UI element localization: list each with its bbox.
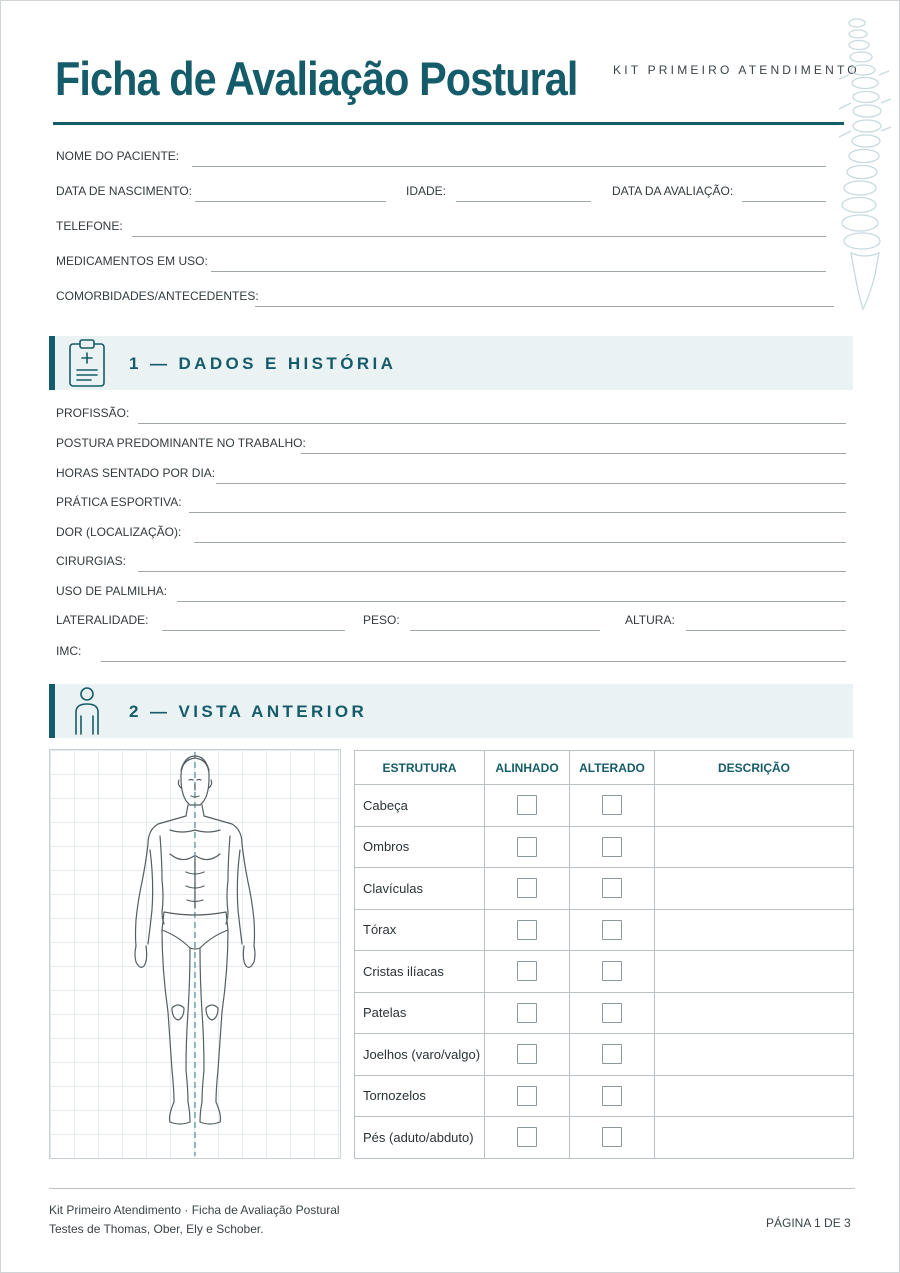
title-divider [53,122,844,125]
column-header-description: DESCRIÇÃO [655,751,854,785]
section-1-header [49,336,853,390]
table-row [355,1117,854,1159]
structure-cell: Tórax [355,909,485,951]
altered-checkbox[interactable] [602,878,622,898]
altered-cell [570,1117,655,1159]
sport-practice-line[interactable] [189,512,846,513]
anterior-view-table [354,750,854,1159]
aligned-checkbox[interactable] [517,1086,537,1106]
structure-cell: Pés (aduto/abduto) [355,1117,485,1159]
phone-line[interactable] [132,236,826,237]
weight-label: PESO: [363,613,400,627]
height-label: ALTURA: [625,613,675,627]
insole-use-field[interactable] [56,580,846,602]
profession-line[interactable] [138,423,846,424]
aligned-cell [485,992,570,1034]
section-2-title: 2 — VISTA ANTERIOR [129,702,368,721]
bmi-field[interactable] [56,640,846,662]
body-outline-icon [50,750,340,1158]
aligned-cell [485,909,570,951]
height-line[interactable] [686,630,846,631]
sitting-hours-label: HORAS SENTADO POR DIA: [56,466,216,480]
altered-checkbox[interactable] [602,961,622,981]
pain-location-field[interactable] [56,521,846,543]
phone-label: TELEFONE: [56,219,123,233]
evaluation-date-label: DATA DA AVALIAÇÃO: [612,184,734,198]
aligned-cell [485,1075,570,1117]
description-cell[interactable] [655,868,854,910]
column-header-structure: ESTRUTURA [355,751,485,785]
spine-illustration-icon [827,13,893,313]
altered-checkbox[interactable] [602,1044,622,1064]
age-line[interactable] [456,201,591,202]
surgeries-label: CIRURGIAS: [56,554,127,568]
page-number: PÁGINA 1 DE 3 [766,1216,851,1230]
aligned-checkbox[interactable] [517,1003,537,1023]
aligned-checkbox[interactable] [517,837,537,857]
altered-checkbox[interactable] [602,1003,622,1023]
pain-location-label: DOR (LOCALIZAÇÃO): [56,525,182,539]
section-1-accent [49,336,55,390]
work-posture-label: POSTURA PREDOMINANTE NO TRABALHO: [56,436,306,450]
footer-divider [49,1188,855,1189]
section-2-accent [49,684,55,738]
medications-label: MEDICAMENTOS EM USO: [56,254,208,268]
surgeries-field[interactable] [56,550,846,572]
kit-label: KIT PRIMEIRO ATENDIMENTO [613,63,860,77]
profession-label: PROFISSÃO: [56,406,130,420]
altered-cell [570,826,655,868]
structure-cell: Patelas [355,992,485,1034]
description-cell[interactable] [655,951,854,993]
person-icon [67,686,107,736]
altered-checkbox[interactable] [602,1086,622,1106]
description-cell[interactable] [655,909,854,951]
description-cell[interactable] [655,785,854,827]
description-cell[interactable] [655,1075,854,1117]
insole-use-label: USO DE PALMILHA: [56,584,168,598]
work-posture-line[interactable] [301,453,846,454]
altered-cell [570,992,655,1034]
footer-tests: Testes de Thomas, Ober, Ely e Schober. [49,1222,264,1236]
section-2-header [49,684,853,738]
description-cell[interactable] [655,992,854,1034]
sport-practice-field[interactable] [56,491,846,513]
phone-field[interactable] [56,215,826,237]
altered-checkbox[interactable] [602,1127,622,1147]
footer-title: Kit Primeiro Atendimento · Ficha de Avaliação Postural [49,1203,340,1217]
table-row [355,992,854,1034]
aligned-checkbox[interactable] [517,795,537,815]
structure-cell: Clavículas [355,868,485,910]
profession-field[interactable] [56,402,846,424]
evaluation-date-field[interactable] [612,180,826,202]
column-header-altered: ALTERADO [570,751,655,785]
table-row [355,909,854,951]
altered-cell [570,868,655,910]
aligned-checkbox[interactable] [517,961,537,981]
medications-line[interactable] [211,271,826,272]
anterior-view-figure [49,749,341,1159]
aligned-cell [485,785,570,827]
altered-checkbox[interactable] [602,837,622,857]
height-field[interactable] [625,609,846,631]
weight-field[interactable] [363,609,600,631]
surgeries-line[interactable] [138,571,846,572]
laterality-line[interactable] [162,630,345,631]
comorbidities-line[interactable] [255,306,834,307]
section-1-title: 1 — DADOS E HISTÓRIA [129,354,397,373]
table-row [355,826,854,868]
aligned-cell [485,1117,570,1159]
table-header-row [355,751,854,785]
description-cell[interactable] [655,1034,854,1076]
pain-location-line[interactable] [194,542,846,543]
aligned-cell [485,1034,570,1076]
patient-name-field[interactable] [56,145,826,167]
comorbidities-field[interactable] [56,285,834,307]
column-header-aligned: ALINHADO [485,751,570,785]
structure-cell: Cabeça [355,785,485,827]
table-row [355,785,854,827]
aligned-checkbox[interactable] [517,1127,537,1147]
bmi-label: IMC: [56,644,82,658]
clipboard-icon [67,338,107,388]
work-posture-field[interactable] [56,432,846,454]
altered-cell [570,909,655,951]
comorbidities-label: COMORBIDADES/ANTECEDENTES: [56,289,259,303]
table-row [355,951,854,993]
aligned-checkbox[interactable] [517,920,537,940]
aligned-cell [485,951,570,993]
birth-date-label: DATA DE NASCIMENTO: [56,184,193,198]
aligned-cell [485,868,570,910]
patient-name-label: NOME DO PACIENTE: [56,149,180,163]
table-row [355,1075,854,1117]
aligned-cell [485,826,570,868]
table-row [355,1034,854,1076]
altered-cell [570,951,655,993]
table-row [355,868,854,910]
description-cell[interactable] [655,1117,854,1159]
altered-cell [570,1075,655,1117]
aligned-checkbox[interactable] [517,1044,537,1064]
patient-name-line[interactable] [192,166,826,167]
altered-cell [570,785,655,827]
birth-date-line[interactable] [195,201,386,202]
age-label: IDADE: [406,184,447,198]
laterality-label: LATERALIDADE: [56,613,149,627]
age-field[interactable] [406,180,591,202]
structure-cell: Cristas ilíacas [355,951,485,993]
sitting-hours-line[interactable] [216,483,846,484]
page-title: Ficha de Avaliação Postural [55,52,578,105]
weight-line[interactable] [410,630,600,631]
medications-field[interactable] [56,250,826,272]
structure-cell: Tornozelos [355,1075,485,1117]
altered-checkbox[interactable] [602,920,622,940]
birth-date-field[interactable] [56,180,386,202]
altered-checkbox[interactable] [602,795,622,815]
structure-cell: Joelhos (varo/valgo) [355,1034,485,1076]
altered-cell [570,1034,655,1076]
laterality-field[interactable] [56,609,345,631]
aligned-checkbox[interactable] [517,878,537,898]
sport-practice-label: PRÁTICA ESPORTIVA: [56,495,182,509]
insole-use-line[interactable] [177,601,846,602]
description-cell[interactable] [655,826,854,868]
sitting-hours-field[interactable] [56,462,846,484]
structure-cell: Ombros [355,826,485,868]
evaluation-date-line[interactable] [742,201,826,202]
bmi-line[interactable] [101,661,846,662]
